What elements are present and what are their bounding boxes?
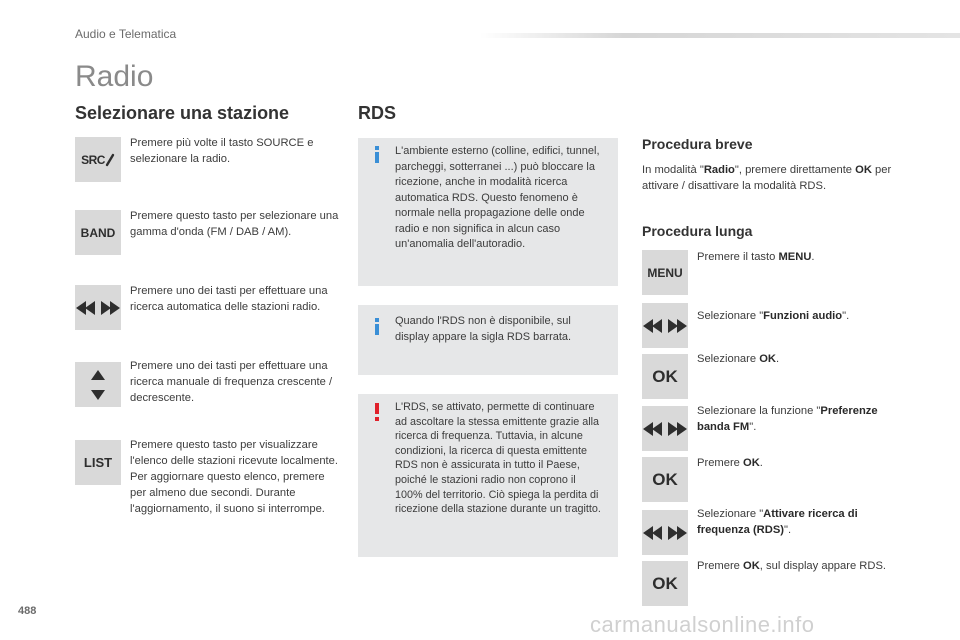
list-button — [75, 440, 121, 485]
menu-button-label: MENU — [647, 265, 683, 280]
step-1-text: Premere il tasto MENU. — [697, 251, 815, 263]
arrow-keys-button — [642, 510, 688, 555]
band-button-label: BAND — [80, 225, 116, 240]
short-procedure-text: In modalità "Radio", premere direttamente OK per attivare / disattivare la modalità RDS. — [642, 164, 892, 192]
info-icon — [375, 146, 379, 150]
step-5-text: Premere OK. — [697, 457, 763, 469]
src-description: Premere più volte il tasto SOURCE e selezionare la radio. — [130, 137, 314, 165]
up-down-arrows-icon — [90, 368, 106, 402]
src-button-label: SRC — [81, 152, 105, 167]
step-3-text: Selezionare OK. — [697, 353, 780, 365]
info-icon — [375, 318, 379, 322]
header-title: Audio e Telematica — [75, 27, 177, 41]
info-note-2 — [358, 305, 618, 375]
arrow-keys-button — [642, 406, 688, 451]
list-description-1: Premere questo tasto per visualizzare l'elenco delle stazioni ricevute localmente. — [130, 439, 338, 467]
ok-button-label: OK — [652, 469, 678, 489]
ok-button — [642, 561, 688, 606]
step-4-text: Selezionare la funzione "Preferenze banda FM". — [697, 405, 878, 433]
seek-buttons — [75, 285, 121, 330]
phone-slash-icon — [105, 153, 115, 167]
section-heading-rds: RDS — [358, 103, 397, 123]
band-button — [75, 210, 121, 255]
warning-icon — [375, 403, 379, 414]
page-number: 488 — [18, 605, 37, 617]
arrow-keys-icon — [643, 318, 687, 334]
list-description — [130, 437, 340, 517]
arrow-keys-icon — [643, 525, 687, 541]
page-title: Radio — [75, 60, 154, 93]
warning-note-text: L'RDS, se attivato, permette di continuare ad ascoltare la stessa emittente grazie alla ricerca di frequenza. Tuttavia, in alcune condizioni, la ricerca di questa emittente RDS non è assicurata in tutto il Paese, poiché le stazioni radio non coprono il 100% del territorio. Ciò spiega la perdita di ricezione della stazione durante un tragitto. — [395, 401, 601, 516]
watermark: carmanualsonline.info — [590, 612, 815, 637]
manual-search-description: Premere uno dei tasti per effettuare una ricerca manuale di frequenza crescente / decrescente. — [130, 360, 333, 404]
info-note-2-text: Quando l'RDS non è disponibile, sul display appare la sigla RDS barrata. — [395, 315, 572, 343]
step-2-text: Selezionare "Funzioni audio". — [697, 310, 850, 322]
ok-button-label: OK — [652, 573, 678, 593]
arrow-keys-button — [642, 303, 688, 348]
section-heading-select-station: Selezionare una stazione — [75, 103, 290, 123]
seek-description: Premere uno dei tasti per effettuare una ricerca automatica delle stazioni radio. — [130, 285, 328, 313]
warning-note — [358, 394, 618, 557]
arrow-keys-icon — [643, 421, 687, 437]
menu-button — [642, 250, 688, 295]
seek-arrows-icon — [76, 300, 120, 316]
list-button-label: LIST — [83, 455, 113, 470]
up-down-buttons — [75, 362, 121, 407]
info-note-1 — [358, 138, 618, 286]
header-rule — [480, 33, 960, 38]
step-6-text: Selezionare "Attivare ricerca di frequenza (RDS)". — [697, 508, 858, 536]
src-button — [75, 137, 121, 182]
step-7-text: Premere OK, sul display appare RDS. — [697, 560, 887, 572]
section-heading-long-procedure: Procedura lunga — [642, 223, 753, 239]
info-note-1-text: L'ambiente esterno (colline, edifici, tunnel, parcheggi, sotterranei ...) può bloccare la ricezione, anche in modalità ricerca automatica RDS. Questo fenomeno è normale nella propagazione delle onde radio e non significa in alcun caso un'anomalia dell'autoradio. — [395, 145, 600, 250]
band-description: Premere questo tasto per selezionare una gamma d'onda (FM / DAB / AM). — [130, 210, 339, 238]
ok-button — [642, 354, 688, 399]
ok-button — [642, 457, 688, 502]
list-description-2: Per aggiornare questo elenco, premere per almeno due secondi. Durante l'aggiornamento, il suono si interrompe. — [130, 471, 325, 515]
ok-button-label: OK — [652, 366, 678, 386]
section-heading-short-procedure: Procedura breve — [642, 136, 753, 152]
